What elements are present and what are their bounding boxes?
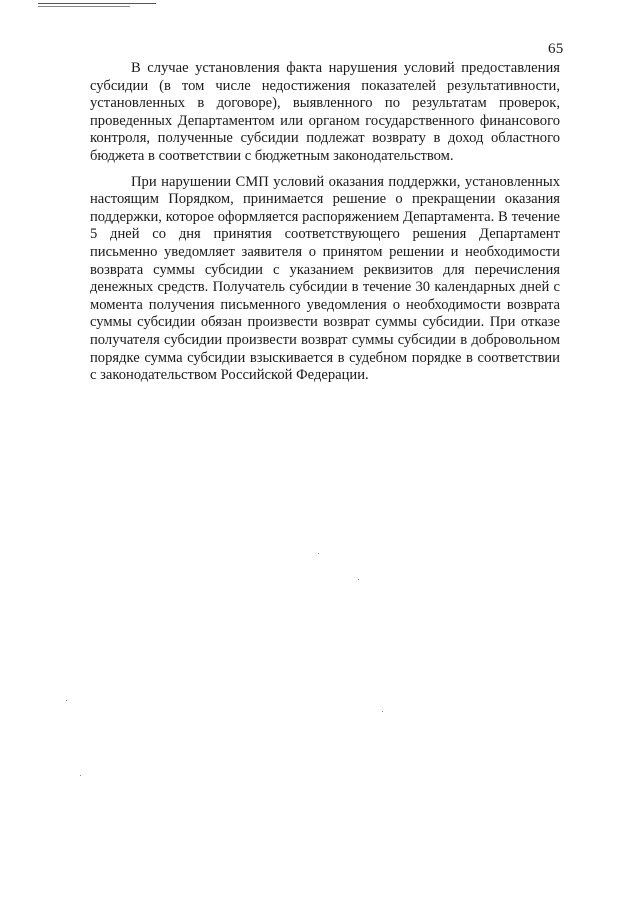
scan-edge-line-secondary	[38, 6, 130, 7]
scan-speck	[358, 579, 359, 580]
scan-speck	[80, 775, 81, 776]
document-body	[90, 60, 560, 385]
paragraph-support-termination: При нарушении СМП условий оказания поддержки, установленных настоящим Порядком, принимается решение о прекращении оказания поддержки, которое оформляется распоряжением Департамента. В течение 5 дней со дня принятия соответствующего решения Департамент письменно уведомляет заявителя о принятом решении и необходимости возврата суммы субсидии с указанием реквизитов для перечисления денежных средств. Получатель субсидии в течение 30 календарных дней с момента получения письменного уведомления о необходимости возврата суммы субсидии обязан произвести возврат суммы субсидии. При отказе получателя субсидии произвести возврат суммы субсидии в добровольном порядке сумма субсидии взыскивается в судебном порядке в соответствии с законодательством Российской Федерации.	[90, 173, 560, 384]
scan-speck	[382, 711, 383, 712]
page-number: 65	[548, 41, 564, 57]
scan-speck	[66, 700, 67, 701]
scan-edge-line	[38, 3, 156, 4]
paragraph-subsidy-return: В случае установления факта нарушения условий предоставления субсидии (в том числе недостижения показателей результативности, установленных в договоре), выявленного по результатам проверок, проведенных Департаментом или органом государственного финансового контроля, полученные субсидии подлежат возврату в доход областного бюджета в соответствии с бюджетным законодательством.	[90, 60, 560, 164]
scan-speck	[318, 553, 319, 554]
